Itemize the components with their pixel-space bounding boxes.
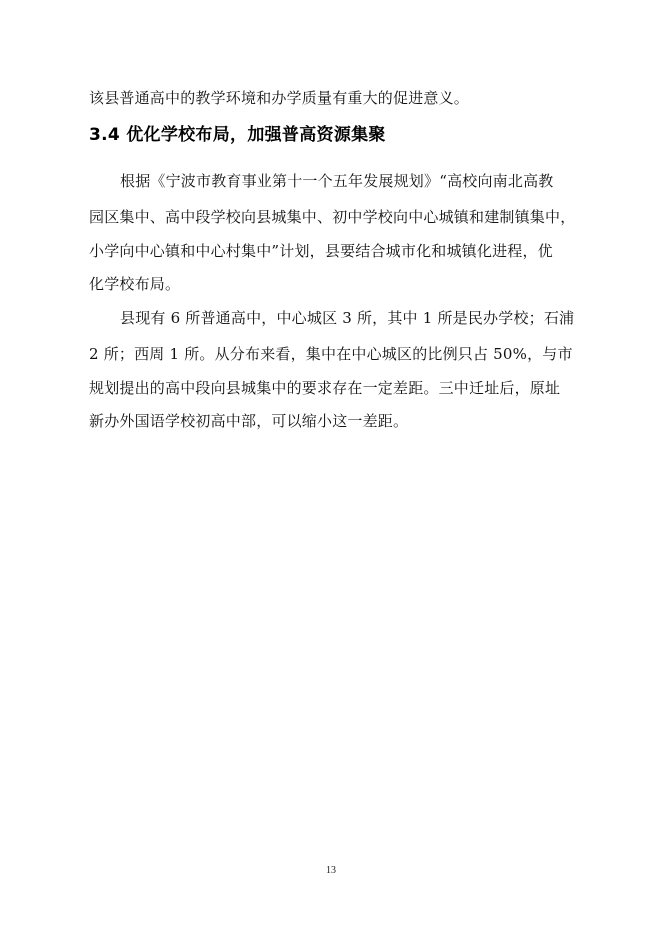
intro-line: 该县普通高中的教学环境和办学质量有重大的促进意义。 <box>89 89 470 107</box>
paragraph-line: 规划提出的高中段向县城集中的要求存在一定差距。三中迁址后，原址 <box>89 379 561 397</box>
paragraph-line: 根据《宁波市教育事业第十一个五年发展规划》“高校向南北高教 <box>120 172 554 190</box>
paragraph-line: 县现有 6 所普通高中，中心城区 3 所，其中 1 所是民办学校；石浦 <box>120 309 575 327</box>
paragraph-line: 小学向中心镇和中心村集中”计划，县要结合城市化和城镇化进程，优 <box>89 242 553 260</box>
paragraph-line: 化学校布局。 <box>89 275 181 293</box>
section-heading: 3.4 优化学校布局，加强普高资源集聚 <box>89 125 386 145</box>
paragraph-line: 园区集中、高中段学校向县城集中、初中学校向中心城镇和建制镇集中， <box>89 208 576 226</box>
paragraph-line: 新办外国语学校初高中部，可以缩小这一差距。 <box>89 412 409 430</box>
page-number: 13 <box>326 865 336 876</box>
paragraph-line: 2 所；西周 1 所。从分布来看，集中在中心城区的比例只占 50%，与市 <box>89 345 573 363</box>
